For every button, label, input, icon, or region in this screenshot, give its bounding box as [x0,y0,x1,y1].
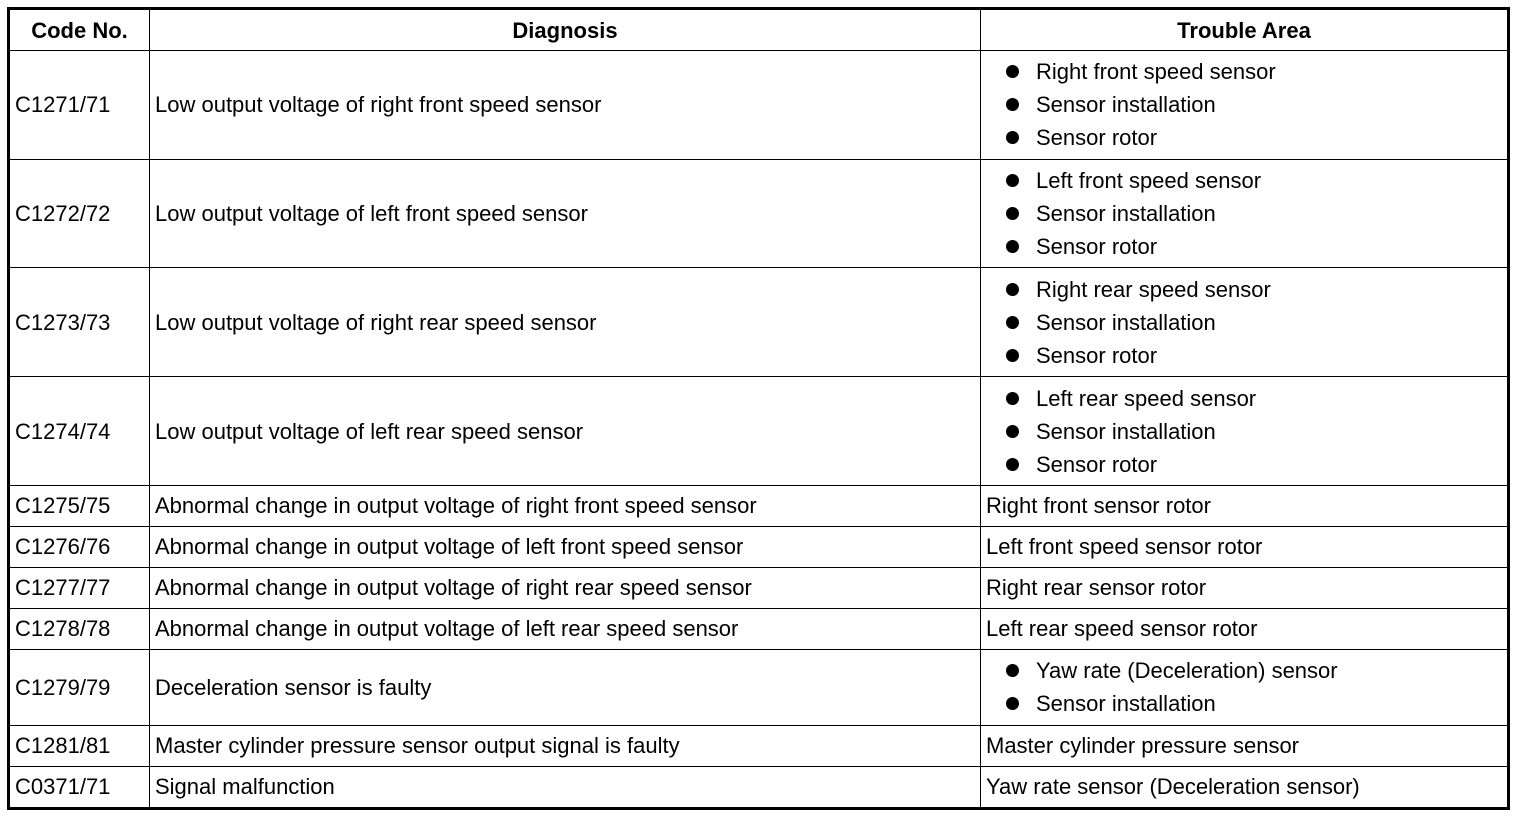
diagnosis-cell: Abnormal change in output voltage of right front speed sensor [150,485,981,526]
code-column-header: Code No. [9,9,150,51]
trouble-area-item: Sensor rotor [1036,125,1158,151]
trouble-area-item: Yaw rate (Deceleration) sensor [1036,658,1338,684]
list-item [1006,687,1507,720]
trouble-area-item: Sensor rotor [1036,451,1158,477]
table-row [9,377,1509,486]
trouble-area-cell [981,649,1509,725]
list-item [1006,415,1507,448]
bullet-icon [1006,283,1019,296]
bullet-icon [1006,174,1019,187]
list-item [1006,55,1507,88]
table-header-row [9,9,1509,51]
bullet-icon [1006,98,1019,111]
list-item [1006,306,1507,339]
list-item [1006,197,1507,230]
diagnosis-cell: Abnormal change in output voltage of left front speed sensor [150,526,981,567]
trouble-area-cell: Right front sensor rotor [981,485,1509,526]
table-row [9,567,1509,608]
trouble-area-item: Sensor installation [1036,92,1216,118]
code-cell: C1274/74 [9,377,150,486]
trouble-area-item: Sensor rotor [1036,342,1158,368]
list-item [1006,164,1507,197]
code-cell: C1279/79 [9,649,150,725]
bullet-icon [1006,316,1019,329]
table-row [9,725,1509,766]
diagnosis-cell: Master cylinder pressure sensor output signal is faulty [150,725,981,766]
diagnosis-cell: Abnormal change in output voltage of right rear speed sensor [150,567,981,608]
diagnosis-cell: Signal malfunction [150,766,981,808]
trouble-area-list [986,382,1507,481]
code-cell: C1277/77 [9,567,150,608]
trouble-area-item: Right rear speed sensor [1036,276,1271,302]
code-cell: C1281/81 [9,725,150,766]
trouble-area-list [986,164,1507,263]
trouble-area-cell [981,268,1509,377]
diagnosis-cell: Low output voltage of right front speed sensor [150,51,981,160]
trouble-area-cell: Master cylinder pressure sensor [981,725,1509,766]
bullet-icon [1006,349,1019,362]
trouble-area-item: Right front speed sensor [1036,59,1276,85]
trouble-area-cell: Right rear sensor rotor [981,567,1509,608]
trouble-area-item: Sensor installation [1036,691,1216,717]
table-row [9,268,1509,377]
list-item [1006,382,1507,415]
bullet-icon [1006,131,1019,144]
diagnosis-cell: Low output voltage of left rear speed sensor [150,377,981,486]
trouble-area-cell [981,377,1509,486]
bullet-icon [1006,207,1019,220]
code-cell: C1273/73 [9,268,150,377]
list-item [1006,230,1507,263]
trouble-area-column-header: Trouble Area [981,9,1509,51]
table-row [9,526,1509,567]
list-item [1006,448,1507,481]
table-row [9,649,1509,725]
trouble-area-cell: Left front speed sensor rotor [981,526,1509,567]
diagnosis-cell: Abnormal change in output voltage of left rear speed sensor [150,608,981,649]
trouble-area-list [986,55,1507,154]
diagnosis-cell: Deceleration sensor is faulty [150,649,981,725]
trouble-area-item: Left front speed sensor [1036,168,1262,194]
diagnosis-column-header: Diagnosis [150,9,981,51]
code-cell: C1272/72 [9,159,150,268]
trouble-area-list [986,654,1507,720]
diagnosis-cell: Low output voltage of right rear speed sensor [150,268,981,377]
trouble-area-item: Sensor rotor [1036,234,1158,260]
table-row [9,485,1509,526]
diagnostic-code-table [7,7,1510,810]
list-item [1006,654,1507,687]
bullet-icon [1006,240,1019,253]
list-item [1006,273,1507,306]
bullet-icon [1006,425,1019,438]
trouble-area-item: Sensor installation [1036,418,1216,444]
table-row [9,766,1509,808]
table-row [9,51,1509,160]
bullet-icon [1006,664,1019,677]
list-item [1006,339,1507,372]
trouble-area-item: Left rear speed sensor [1036,385,1257,411]
bullet-icon [1006,697,1019,710]
list-item [1006,88,1507,121]
table-row [9,159,1509,268]
trouble-area-item: Sensor installation [1036,309,1216,335]
code-cell: C0371/71 [9,766,150,808]
bullet-icon [1006,458,1019,471]
table-row [9,608,1509,649]
code-cell: C1276/76 [9,526,150,567]
trouble-area-cell: Left rear speed sensor rotor [981,608,1509,649]
trouble-area-cell [981,51,1509,160]
trouble-area-item: Sensor installation [1036,201,1216,227]
code-cell: C1275/75 [9,485,150,526]
bullet-icon [1006,392,1019,405]
list-item [1006,121,1507,154]
bullet-icon [1006,65,1019,78]
trouble-area-cell [981,159,1509,268]
code-cell: C1271/71 [9,51,150,160]
trouble-area-cell: Yaw rate sensor (Deceleration sensor) [981,766,1509,808]
code-cell: C1278/78 [9,608,150,649]
trouble-area-list [986,273,1507,372]
diagnosis-cell: Low output voltage of left front speed sensor [150,159,981,268]
